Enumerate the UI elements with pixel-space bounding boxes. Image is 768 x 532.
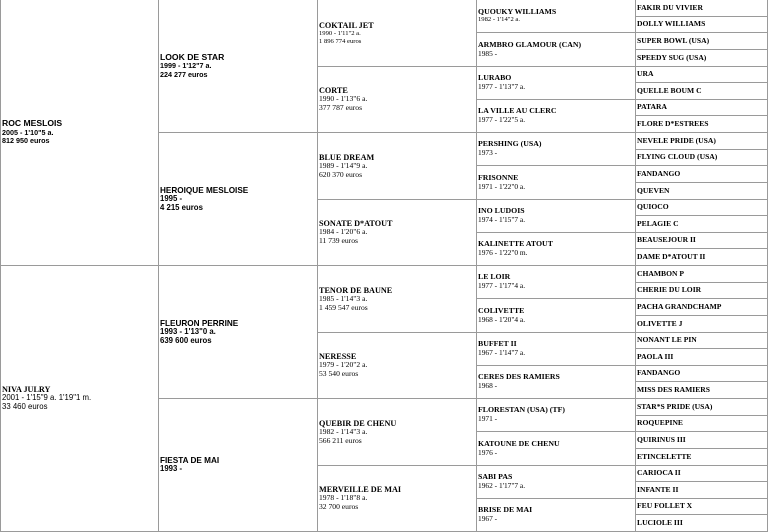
- horse-name: INO LUDOIS: [478, 206, 525, 216]
- pedigree-cell-gen3: [318, 399, 477, 466]
- horse-year-record: 1967 -: [478, 514, 498, 524]
- horse-name: DOLLY WILLIAMS: [637, 19, 706, 29]
- pedigree-cell-gen5: [636, 349, 768, 366]
- pedigree-cell-gen5: [636, 83, 768, 100]
- horse-earnings: 1 459 547 euros: [319, 302, 368, 312]
- horse-name: LOOK DE STAR: [160, 51, 225, 62]
- pedigree-cell-gen5: [636, 50, 768, 67]
- horse-year-record: 1982 - 1'14"2 a.: [478, 16, 520, 24]
- horse-earnings: 566 211 euros: [319, 435, 362, 445]
- pedigree-cell-gen4: [477, 200, 636, 233]
- horse-name: PAOLA III: [637, 351, 674, 361]
- pedigree-cell-gen5: [636, 266, 768, 283]
- pedigree-cell-gen5: [636, 249, 768, 266]
- horse-name: ROC MESLOIS: [2, 118, 63, 129]
- horse-name: SABI PAS: [478, 472, 513, 482]
- horse-name: MERVEILLE DE MAI: [319, 485, 402, 495]
- horse-name: FLYING CLOUD (USA): [637, 152, 718, 162]
- pedigree-cell-gen3: [318, 67, 477, 133]
- horse-name: MISS DES RAMIERS: [637, 384, 711, 394]
- pedigree-cell-gen3: [318, 200, 477, 266]
- horse-year-record: 1962 - 1'17"7 a.: [478, 481, 526, 491]
- horse-name: SONATE D*ATOUT: [319, 219, 393, 229]
- horse-name: QUELLE BOUM C: [637, 85, 702, 95]
- pedigree-cell-gen3: [318, 133, 477, 200]
- horse-name: QUEBIR DE CHENU: [319, 418, 397, 428]
- horse-name: QUIOCO: [637, 202, 669, 212]
- pedigree-cell-gen3: [318, 266, 477, 333]
- pedigree-cell-gen4: [477, 266, 636, 299]
- pedigree-cell-gen5: [636, 432, 768, 449]
- horse-name: HEROIQUE MESLOISE: [160, 185, 249, 195]
- pedigree-cell-gen5: [636, 116, 768, 133]
- pedigree-cell-gen5: [636, 316, 768, 333]
- pedigree-cell-gen4: [477, 100, 636, 133]
- pedigree-cell-gen1: [0, 0, 159, 266]
- pedigree-cell-gen5: [636, 150, 768, 166]
- horse-name: KATOUNE DE CHENU: [478, 438, 560, 448]
- horse-earnings: 620 370 euros: [319, 169, 363, 179]
- horse-name: ARMBRO GLAMOUR (CAN): [478, 39, 582, 49]
- horse-year-record: 1973 -: [478, 148, 498, 158]
- pedigree-cell-gen4: [477, 67, 636, 100]
- horse-name: LURABO: [478, 73, 512, 83]
- horse-name: KALINETTE ATOUT: [478, 239, 553, 249]
- horse-year-record: 1977 - 1'17"4 a.: [478, 281, 526, 291]
- horse-year-record: 1982 - 1'14"3 a.: [319, 426, 368, 436]
- horse-name: LA VILLE AU CLERC: [478, 106, 557, 116]
- pedigree-cell-gen4: [477, 499, 636, 532]
- pedigree-cell-gen5: [636, 333, 768, 349]
- pedigree-cell-gen5: [636, 133, 768, 150]
- pedigree-cell-gen3: [318, 333, 477, 399]
- horse-name: FLORESTAN (USA) (TF): [478, 405, 565, 415]
- horse-year-record: 1985 -: [478, 48, 498, 58]
- horse-name: DAME D*ATOUT II: [637, 251, 706, 261]
- horse-name: ETINCELETTE: [637, 451, 692, 461]
- horse-year-record: 1978 - 1'18"8 a.: [319, 493, 368, 503]
- horse-earnings: 11 739 euros: [319, 236, 358, 245]
- horse-name: PELAGIE C: [637, 218, 679, 228]
- horse-name: FLEURON PERRINE: [160, 318, 239, 328]
- horse-year-record: 1984 - 1'20"6 a.: [319, 227, 368, 237]
- pedigree-cell-gen5: [636, 299, 768, 316]
- pedigree-cell-gen5: [636, 449, 768, 466]
- horse-name: FIESTA DE MAI: [160, 456, 220, 466]
- horse-earnings: 377 787 euros: [319, 103, 363, 112]
- pedigree-cell-gen2: [159, 399, 318, 532]
- horse-year-record: 1974 - 1'15"7 a.: [478, 215, 526, 225]
- horse-name: BRISE DE MAI: [478, 505, 533, 515]
- horse-year-record: 1989 - 1'14"9 a.: [319, 160, 368, 170]
- horse-name: URA: [637, 69, 654, 79]
- pedigree-cell-gen4: [477, 366, 636, 399]
- pedigree-cell-gen5: [636, 399, 768, 416]
- horse-earnings: 32 700 euros: [319, 502, 359, 511]
- horse-year-record: 1977 - 1'13"7 a.: [478, 82, 526, 92]
- pedigree-cell-gen4: [477, 0, 636, 33]
- horse-name: BLUE DREAM: [319, 152, 375, 162]
- horse-name: NIVA JULRY: [2, 385, 51, 395]
- horse-name: SUPER BOWL (USA): [637, 35, 710, 45]
- horse-earnings: 53 540 euros: [319, 369, 359, 378]
- horse-name: NONANT LE PIN: [637, 335, 697, 345]
- pedigree-cell-gen5: [636, 216, 768, 233]
- horse-earnings: 812 950 euros: [2, 136, 50, 146]
- pedigree-cell-gen4: [477, 166, 636, 200]
- pedigree-cell-gen5: [636, 382, 768, 399]
- horse-name: PERSHING (USA): [478, 139, 542, 149]
- horse-name: QUOUKY WILLIAMS: [478, 6, 557, 16]
- horse-name: BEAUSEJOUR II: [637, 235, 696, 245]
- pedigree-cell-gen2: [159, 133, 318, 266]
- horse-name: ROQUEPINE: [637, 418, 683, 428]
- horse-earnings: 224 277 euros: [160, 69, 208, 79]
- pedigree-cell-gen4: [477, 33, 636, 67]
- horse-year-record: 1979 - 1'20"2 a.: [319, 360, 368, 370]
- pedigree-cell-gen3: [318, 0, 477, 67]
- pedigree-cell-gen4: [477, 399, 636, 432]
- horse-name: CARIOCA II: [637, 468, 681, 478]
- pedigree-cell-gen4: [477, 133, 636, 166]
- pedigree-cell-gen1: [0, 266, 159, 532]
- horse-name: STAR*S PRIDE (USA): [637, 401, 713, 411]
- pedigree-cell-gen5: [636, 67, 768, 83]
- pedigree-cell-gen5: [636, 33, 768, 50]
- horse-name: PACHA GRANDCHAMP: [637, 301, 722, 311]
- horse-name: INFANTE II: [637, 484, 679, 494]
- horse-year-record: 1968 -: [478, 381, 498, 391]
- horse-name: CHAMBON P: [637, 268, 685, 278]
- pedigree-cell-gen4: [477, 432, 636, 466]
- pedigree-cell-gen5: [636, 283, 768, 299]
- horse-name: COKTAIL JET: [319, 20, 374, 30]
- horse-year-record: 1990 - 1'13"6 a.: [319, 94, 368, 104]
- pedigree-cell-gen3: [318, 466, 477, 532]
- pedigree-cell-gen2: [159, 266, 318, 399]
- horse-earnings: 639 600 euros: [160, 335, 212, 345]
- horse-name: CERES DES RAMIERS: [478, 372, 560, 382]
- horse-earnings: 33 460 euros: [2, 402, 48, 411]
- horse-name: PATARA: [637, 102, 667, 112]
- pedigree-cell-gen5: [636, 416, 768, 432]
- horse-year-record: 1967 - 1'14"7 a.: [478, 348, 526, 358]
- horse-name: CHERIE DU LOIR: [637, 285, 702, 295]
- horse-earnings: 1 896 774 euros: [319, 37, 362, 45]
- horse-year-record: 1976 -: [478, 447, 498, 457]
- horse-name: NEVELE PRIDE (USA): [637, 135, 716, 145]
- horse-year-record: 1971 -: [478, 414, 498, 424]
- pedigree-cell-gen5: [636, 515, 768, 532]
- horse-year-record: 2001 - 1'15"9 a. 1'19"1 m.: [2, 393, 92, 403]
- horse-name: TENOR DE BAUNE: [319, 285, 393, 295]
- pedigree-cell-gen4: [477, 233, 636, 266]
- horse-name: QUIRINUS III: [637, 434, 686, 444]
- horse-year-record: 1971 - 1'22"0 a.: [478, 181, 526, 191]
- pedigree-cell-gen4: [477, 466, 636, 499]
- pedigree-cell-gen5: [636, 0, 768, 17]
- pedigree-cell-gen5: [636, 366, 768, 382]
- horse-name: FANDANGO: [637, 168, 681, 178]
- horse-name: NERESSE: [319, 352, 357, 362]
- horse-year-record: 1993 -: [160, 464, 183, 474]
- horse-year-record: 1990 - 1'11"2 a.: [319, 29, 361, 37]
- horse-earnings: 4 215 euros: [160, 202, 203, 212]
- pedigree-cell-gen5: [636, 482, 768, 499]
- horse-name: FRISONNE: [478, 172, 519, 182]
- horse-year-record: 1985 - 1'14"3 a.: [319, 293, 368, 303]
- horse-name: FAKIR DU VIVIER: [637, 2, 703, 12]
- horse-name: BUFFET II: [478, 339, 517, 349]
- horse-year-record: 1999 - 1'12"7 a.: [160, 61, 212, 71]
- horse-name: FANDANGO: [637, 368, 681, 378]
- pedigree-cell-gen2: [159, 0, 318, 133]
- horse-year-record: 1976 - 1'22"0 m.: [478, 248, 528, 258]
- horse-name: OLIVETTE J: [637, 318, 683, 328]
- horse-name: FLORE D*ESTREES: [637, 118, 709, 128]
- horse-name: COLIVETTE: [478, 305, 525, 315]
- pedigree-cell-gen5: [636, 183, 768, 200]
- horse-name: LUCIOLE III: [637, 517, 683, 527]
- horse-year-record: 1993 - 1'13"0 a.: [160, 326, 216, 336]
- horse-name: LE LOIR: [478, 272, 511, 282]
- pedigree-cell-gen5: [636, 233, 768, 249]
- horse-name: QUEVEN: [637, 185, 670, 195]
- pedigree-cell-gen5: [636, 499, 768, 515]
- pedigree-cell-gen5: [636, 100, 768, 116]
- horse-year-record: 1968 - 1'20"4 a.: [478, 314, 526, 324]
- pedigree-cell-gen4: [477, 299, 636, 333]
- pedigree-cell-gen5: [636, 17, 768, 33]
- pedigree-cell-gen5: [636, 166, 768, 183]
- horse-year-record: 2005 - 1'10"5 a.: [2, 127, 54, 137]
- pedigree-cell-gen4: [477, 333, 636, 366]
- pedigree-cell-gen5: [636, 200, 768, 216]
- horse-year-record: 1995 -: [160, 193, 183, 203]
- horse-year-record: 1977 - 1'22"5 a.: [478, 115, 526, 125]
- horse-name: SPEEDY SUG (USA): [637, 52, 707, 62]
- horse-name: CORTE: [319, 86, 348, 96]
- horse-name: FEU FOLLET X: [637, 501, 693, 511]
- pedigree-cell-gen5: [636, 466, 768, 482]
